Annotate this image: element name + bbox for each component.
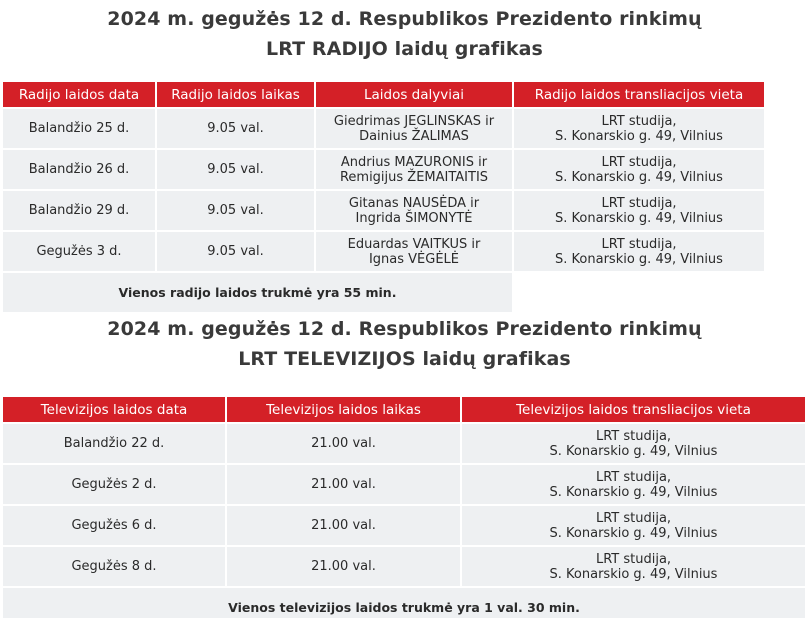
participants-line-1: Andrius MAZURONIS ir <box>340 154 488 170</box>
radio-header-venue: Radijo laidos transliacijos vieta <box>514 82 764 107</box>
table-row <box>3 191 764 230</box>
venue-line-1: LRT studija, <box>595 428 672 444</box>
table-row <box>3 109 764 148</box>
venue-line-2: S. Konarskio g. 49, Vilnius <box>555 210 723 226</box>
participants-line-2: Remigijus ŽEMAITAITIS <box>339 169 489 185</box>
venue-line-2: S. Konarskio g. 49, Vilnius <box>549 525 718 541</box>
venue-line-2: S. Konarskio g. 49, Vilnius <box>555 251 723 267</box>
table-row <box>3 232 764 271</box>
radio-participants-cell <box>316 191 512 230</box>
table-row <box>3 547 805 586</box>
tv-time-cell: 21.00 val. <box>227 547 460 586</box>
venue-line-1: LRT studija, <box>601 195 677 211</box>
tv-time-cell: 21.00 val. <box>227 465 460 504</box>
venue-line-1: LRT studija, <box>595 551 672 567</box>
tv-header-row <box>3 397 805 422</box>
tv-time-cell: 21.00 val. <box>227 424 460 463</box>
participants-line-2: Ignas VĖGĖLĖ <box>368 251 460 267</box>
radio-venue-cell <box>514 191 764 230</box>
radio-participants-cell <box>316 109 512 148</box>
venue-line-1: LRT studija, <box>595 469 672 485</box>
radio-header-participants: Laidos dalyviai <box>316 82 512 107</box>
radio-venue-cell <box>514 150 764 189</box>
participants-line-2: Dainius ŽALIMAS <box>359 128 469 144</box>
venue-line-2: S. Konarskio g. 49, Vilnius <box>555 169 723 185</box>
tv-time-cell: 21.00 val. <box>227 506 460 545</box>
tv-footer-row <box>3 588 805 618</box>
tv-venue-cell <box>462 547 805 586</box>
tv-title-line-2: LRT TELEVIZIJOS laidų grafikas <box>238 348 571 370</box>
radio-title-line-1: 2024 m. gegužės 12 d. Respublikos Prezidento rinkimų <box>107 8 702 30</box>
radio-title-line-2: LRT RADIJO laidų grafikas <box>266 38 543 60</box>
table-row <box>3 506 805 545</box>
venue-line-1: LRT studija, <box>601 113 677 129</box>
radio-time-cell: 9.05 val. <box>157 109 314 148</box>
venue-line-2: S. Konarskio g. 49, Vilnius <box>555 128 723 144</box>
venue-line-1: LRT studija, <box>601 236 677 252</box>
radio-date-cell: Balandžio 26 d. <box>3 150 155 189</box>
tv-schedule-title <box>0 314 809 374</box>
tv-venue-cell <box>462 506 805 545</box>
venue-line-2: S. Konarskio g. 49, Vilnius <box>549 484 718 500</box>
tv-header-time: Televizijos laidos laikas <box>227 397 460 422</box>
venue-line-1: LRT studija, <box>595 510 672 526</box>
tv-schedule-table <box>1 395 807 618</box>
radio-time-cell: 9.05 val. <box>157 232 314 271</box>
table-row <box>3 150 764 189</box>
tv-duration-note: Vienos televizijos laidos trukmė yra 1 val. 30 min. <box>3 588 805 618</box>
radio-date-cell: Gegužės 3 d. <box>3 232 155 271</box>
tv-header-date: Televizijos laidos data <box>3 397 225 422</box>
participants-line-1: Eduardas VAITKUS ir <box>347 236 481 252</box>
tv-date-cell: Gegužės 8 d. <box>3 547 225 586</box>
tv-title-line-1: 2024 m. gegužės 12 d. Respublikos Prezidento rinkimų <box>107 318 702 340</box>
tv-date-cell: Gegužės 6 d. <box>3 506 225 545</box>
radio-duration-note: Vienos radijo laidos trukmė yra 55 min. <box>3 273 512 312</box>
participants-line-2: Ingrida ŠIMONYTĖ <box>355 210 473 226</box>
radio-venue-cell <box>514 109 764 148</box>
participants-line-1: Gitanas NAUSĖDA ir <box>348 195 480 211</box>
radio-schedule-table <box>1 80 766 314</box>
radio-date-cell: Balandžio 25 d. <box>3 109 155 148</box>
table-row <box>3 424 805 463</box>
radio-schedule-title <box>0 4 809 64</box>
radio-participants-cell <box>316 150 512 189</box>
tv-venue-cell <box>462 465 805 504</box>
venue-line-1: LRT studija, <box>601 154 677 170</box>
radio-date-cell: Balandžio 29 d. <box>3 191 155 230</box>
table-row <box>3 465 805 504</box>
tv-venue-cell <box>462 424 805 463</box>
radio-time-cell: 9.05 val. <box>157 191 314 230</box>
radio-participants-cell <box>316 232 512 271</box>
radio-header-row <box>3 82 764 107</box>
participants-line-1: Giedrimas JEGLINSKAS ir <box>333 113 495 129</box>
tv-date-cell: Balandžio 22 d. <box>3 424 225 463</box>
venue-line-2: S. Konarskio g. 49, Vilnius <box>549 443 718 459</box>
tv-header-venue: Televizijos laidos transliacijos vieta <box>462 397 805 422</box>
radio-venue-cell <box>514 232 764 271</box>
radio-time-cell: 9.05 val. <box>157 150 314 189</box>
tv-date-cell: Gegužės 2 d. <box>3 465 225 504</box>
venue-line-2: S. Konarskio g. 49, Vilnius <box>549 566 718 582</box>
radio-footer-row <box>3 273 764 312</box>
radio-footer-blank <box>514 273 764 312</box>
radio-header-time: Radijo laidos laikas <box>157 82 314 107</box>
radio-header-date: Radijo laidos data <box>3 82 155 107</box>
